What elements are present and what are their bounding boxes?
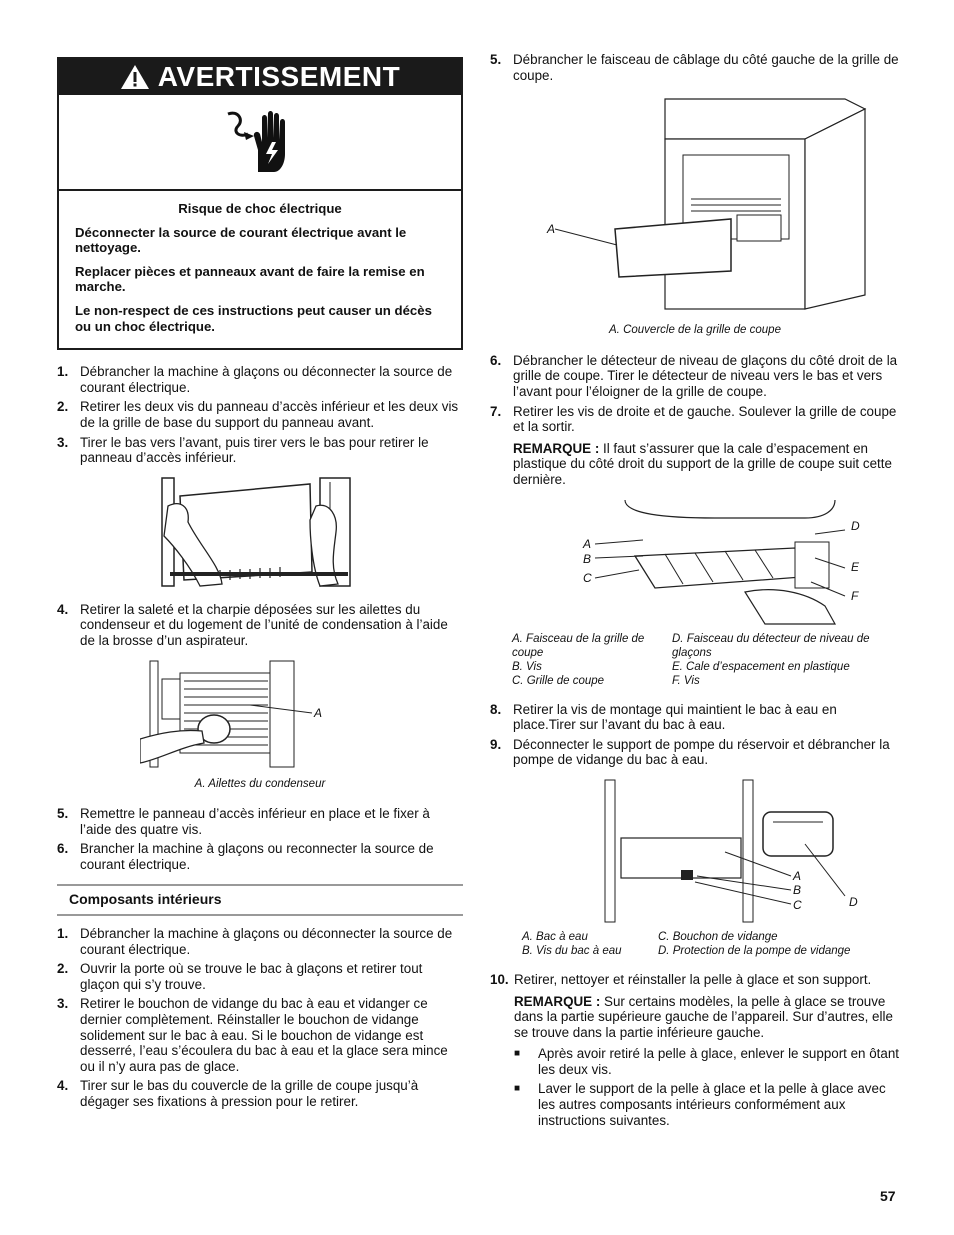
figure-label: C (583, 570, 592, 585)
electric-shock-hand-icon (224, 106, 296, 178)
list-item: 4. Retirer la saleté et la charpie déposées sur les ailettes du condenseur et du logement de l’unité de condensation à l’aide de la brosse d’un aspirateur. (57, 601, 448, 648)
list-item: 5. Débrancher le faisceau de câblage du côté gauche de la grille de coupe. (490, 52, 899, 83)
list-item: ■ Après avoir retiré la pelle à glace, enlever le support en ôtant les deux vis. (514, 1046, 900, 1077)
condenser-illustration (140, 659, 380, 771)
figure-label: D (851, 518, 860, 533)
warning-header (59, 59, 461, 95)
steps-list (490, 353, 900, 488)
steps-list (57, 926, 463, 1110)
steps-list (490, 702, 900, 768)
list-item: 9. Déconnecter le support de pompe du réservoir et débrancher la pompe de vidange du bac à eau. (490, 736, 890, 768)
list-item: 7. Retirer les vis de droite et de gauche. Soulever la grille de coupe et la sortir. REMARQUE : Il faut s’assurer que la cale d’espacement en plastique du côté droit du support de la grille de coupe suit cette dernière. (490, 403, 897, 487)
list-item: 5. Remettre le panneau d’accès inférieur en place et le fixer à l’aide des quatre vis. (57, 806, 430, 837)
list-item: 4. Tirer sur le bas du couvercle de la grille de coupe jusqu’à dégager ses fixations à pression pour le retirer. (57, 1078, 419, 1109)
list-item: 1. Débrancher la machine à glaçons ou déconnecter la source de courant électrique. (57, 364, 453, 395)
steps-list (490, 52, 900, 83)
figure-label: A (793, 868, 802, 883)
warning-line: Replacer pièces et panneaux avant de faire la remise en marche. (75, 263, 425, 295)
figure-cutter-cover (490, 95, 900, 317)
steps-list (57, 602, 463, 649)
figure-label: B (793, 882, 802, 897)
bullet-list (514, 1046, 900, 1128)
list-item: 3. Retirer le bouchon de vidange du bac à eau et vidanger ce dernier complètement. Réinstaller le bouchon de vidange solidement sur le bac à eau. Si le bouchon de vidange est desserré, l’eau s’écoulera du bac à eau et la glace sera mince ou il n’y aura pas de glace. (57, 996, 448, 1074)
list-item: 2. Ouvrir la porte où se trouve le bac à glaçons et retirer tout glaçon qui s’y trouve. (57, 961, 423, 992)
warning-body (59, 191, 461, 348)
list-item: 8. Retirer la vis de montage qui maintient le bac à eau en place.Tirer sur l’avant du bac à eau. (490, 701, 837, 733)
water-pump-illustration (525, 778, 865, 924)
figure-access-panel (57, 476, 463, 588)
list-item: 6. Brancher la machine à glaçons ou reconnecter la source de courant électrique. (57, 841, 434, 872)
figure-label: D (849, 894, 858, 909)
figure-label: A (547, 222, 556, 237)
figure-label: A (314, 705, 323, 720)
list-item: 2. Retirer les deux vis du panneau d’accès inférieur et les deux vis de la grille de base du support du panneau avant. (57, 399, 459, 430)
cutter-grid-illustration (515, 496, 875, 626)
list-item: 6. Débrancher le détecteur de niveau de glaçons du côté droit de la grille de coupe. Tirer le détecteur de niveau vers le bas et vers l’avant pour l’éloigner de la grille de coupe. (490, 352, 898, 399)
figure-label: C (793, 897, 802, 912)
warning-title: AVERTISSEMENT (157, 61, 401, 93)
right-column (490, 52, 900, 1136)
cutter-cover-illustration (505, 95, 885, 317)
figure-label: F (851, 588, 859, 603)
warning-triangle-icon (120, 64, 150, 90)
section-heading: Composants intérieurs (57, 884, 463, 916)
figure-water-pump (490, 778, 900, 924)
steps-list (57, 806, 463, 872)
figure-label: B (583, 551, 592, 566)
figure-caption: A. Couvercle de la grille de coupe (609, 324, 781, 337)
list-item: 3. Tirer le bas vers l’avant, puis tirer vers le bas pour retirer le panneau d’accès inférieur. (57, 434, 429, 466)
list-item: ■ Laver le support de la pelle à glace et la pelle à glace avec les autres composants intérieurs conformément aux instructions suivantes. (514, 1081, 886, 1128)
figure-cutter-grid (490, 496, 900, 626)
access-panel-illustration (160, 476, 360, 588)
left-column (57, 57, 463, 1114)
bullet-square-icon: ■ (514, 1048, 521, 1060)
figure-label: E (851, 559, 860, 574)
list-item: 1. Débrancher la machine à glaçons ou déconnecter la source de courant électrique. (57, 926, 453, 957)
figure-label: A (583, 536, 592, 551)
steps-list (57, 364, 463, 466)
figure-caption-grid: A. Faisceau de la grille de coupe D. Faisceau du détecteur de niveau de glaçons B. Vis E. Cale d’espacement en plastique C. Grille de coupe F. Vis (512, 632, 870, 687)
figure-caption: A. Ailettes du condenseur (194, 777, 326, 790)
steps-list (490, 972, 900, 1132)
bullet-square-icon: ■ (514, 1083, 521, 1095)
list-item: 10. Retirer, nettoyer et réinstaller la pelle à glace et son support. REMARQUE : Sur certains modèles, la pelle à glace se trouve dans la partie supérieure gauche de l’appareil. Sur d’autres, elle se trouve dans la partie inférieure gauche. ■ Après avoir retiré la pelle à glace, enlever le support en ôtant les deux vis. ■ Laver le support de la pelle à glace et la pelle à glace avec les autres composants intérieurs conformément aux instructions suivantes. (490, 971, 900, 1128)
page-number: 57 (880, 1188, 896, 1204)
figure-caption-grid: A. Bac à eau C. Bouchon de vidange B. Vis du bac à eau D. Protection de la pompe de vidange (522, 930, 851, 957)
warning-line: Déconnecter la source de courant électrique avant le nettoyage. (75, 224, 407, 256)
warning-box (57, 57, 463, 350)
warning-line: Le non-respect de ces instructions peut causer un décès ou un choc électrique. (75, 302, 432, 334)
figure-condenser (57, 659, 463, 771)
warning-line: Risque de choc électrique (178, 201, 342, 216)
